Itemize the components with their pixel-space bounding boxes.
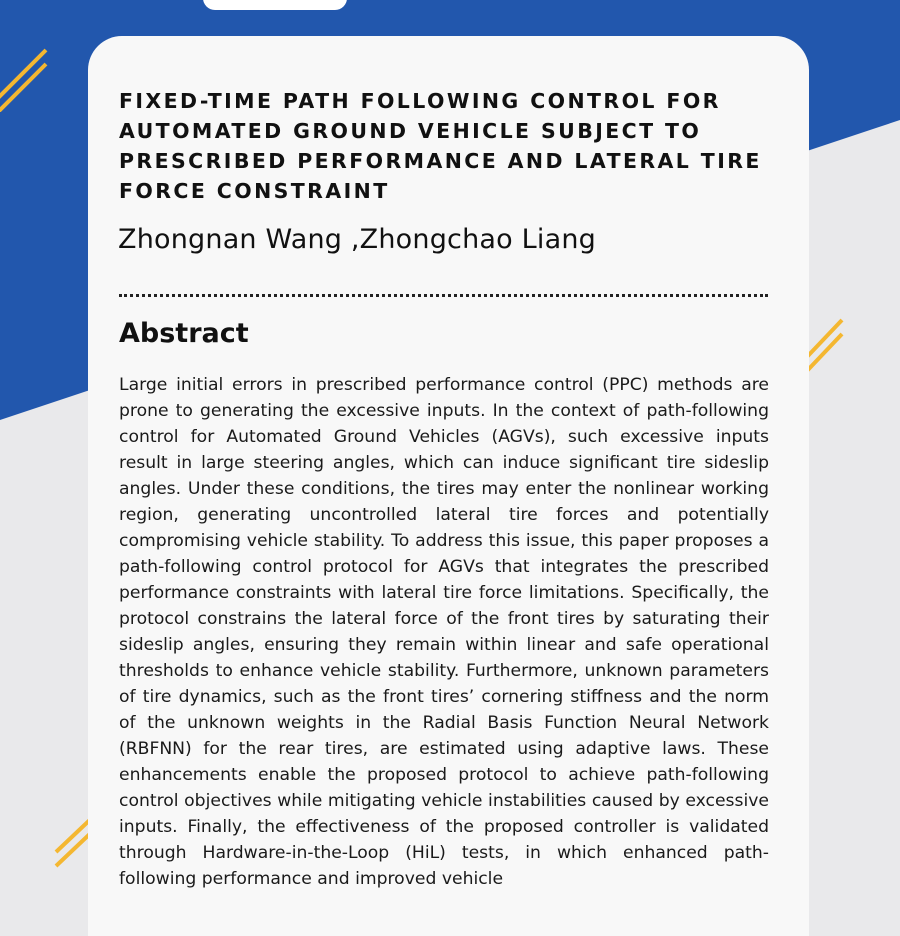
dotted-divider	[119, 294, 768, 297]
yellow-stripes-decoration-right	[800, 312, 870, 382]
abstract-text: Large initial errors in prescribed performance control (PPC) methods are prone to generating the excessive inputs. In the context of path-following control for Automated Ground Vehicles (AGVs), such excessive inputs result in large steering angles, which can induce significant tire sideslip angles. Under these conditions, the tires may enter the nonlinear working region, generating uncontrolled lateral tire forces and potentially compromising vehicle stability. To address this issue, this paper proposes a path-following control protocol for AGVs that integrates the prescribed performance constraints with lateral tire force limitations. Specifically, the protocol constrains the lateral force of the front tires by saturating their sideslip angles, ensuring they remain within linear and safe operational thresholds to enhance vehicle stability. Furthermore, unknown parameters of tire dynamics, such as the front tires’ cornering stiffness and the norm of the unknown weights in the Radial Basis Function Neural Network (RBFNN) for the rear tires, are estimated using adaptive laws. These enhancements enable the proposed protocol to achieve path-following control objectives while mitigating vehicle instabilities caused by excessive inputs. Finally, the effectiveness of the proposed controller is validated through Hardware-in-the-Loop (HiL) tests, in which enhanced path-following performance and improved vehicle	[119, 375, 769, 889]
yellow-stripes-decoration-top-left	[0, 42, 64, 112]
authors: Zhongnan Wang ,Zhongchao Liang	[118, 224, 596, 255]
top-tab-shape	[203, 0, 347, 10]
abstract-heading: Abstract	[119, 318, 249, 349]
paper-title: FIXED-TIME PATH FOLLOWING CONTROL FOR AUTOMATED GROUND VEHICLE SUBJECT TO PRESCRIBED PERFORMANCE AND LATERAL TIRE FORCE CONSTRAINT	[119, 89, 762, 203]
